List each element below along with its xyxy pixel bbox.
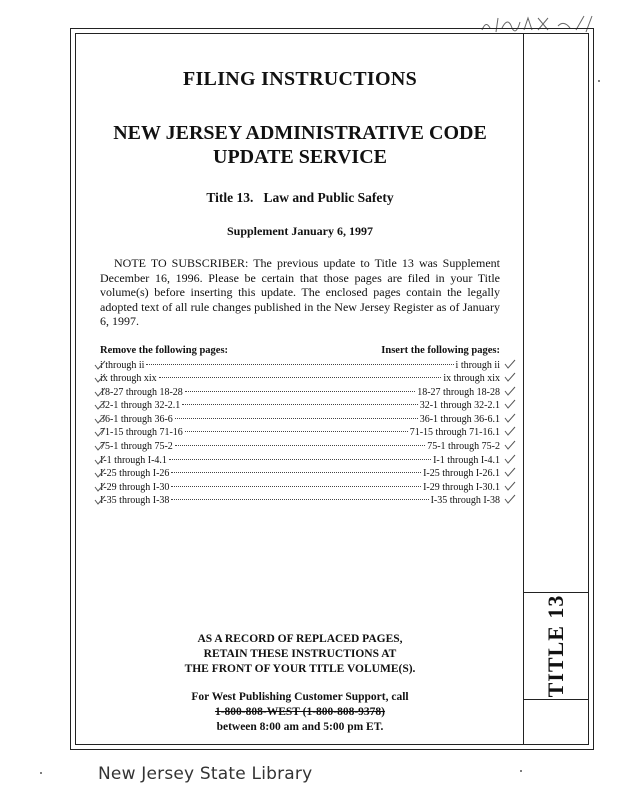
dot-leader [159, 377, 442, 378]
remove-pages: 36-1 through 36-6 [100, 413, 173, 425]
table-row [100, 440, 500, 454]
pencil-check-icon [504, 481, 516, 491]
remove-pages: I-29 through I-30 [100, 481, 170, 493]
side-tab-label: TITLE 13 [543, 594, 568, 698]
dot-leader [175, 445, 425, 446]
dot-leader [185, 391, 415, 392]
dot-leader [182, 404, 417, 405]
insert-pages: 36-1 through 36-6.1 [419, 413, 500, 425]
document-body [100, 68, 500, 508]
pencil-check-icon [94, 495, 106, 505]
note-to-subscriber: NOTE TO SUBSCRIBER: The previous update to Title 13 was Supplement December 16, 1996. Please be certain that those pages are filed in your Title volume(s) before inserting this update. The enclosed pages contain the legally adopted text of all rule changes published in the New Jersey Register as of January 6, 1997. [100, 256, 500, 328]
remove-pages: I-25 through I-26 [100, 468, 170, 480]
pencil-check-icon [94, 468, 106, 478]
filing-table-header [100, 345, 500, 356]
pencil-check-icon [504, 386, 516, 396]
insert-pages: 71-15 through 71-16.1 [409, 427, 500, 439]
filing-table [100, 359, 500, 509]
insert-column-header: Insert the following pages: [381, 344, 500, 356]
dot-leader [185, 431, 408, 432]
table-row [100, 426, 500, 440]
dot-leader [171, 472, 421, 473]
pencil-check-icon [94, 455, 106, 465]
pencil-check-icon [94, 400, 106, 410]
table-row [100, 372, 500, 386]
table-row [100, 481, 500, 495]
pencil-check-icon [504, 467, 516, 477]
support-line: For West Publishing Customer Support, call [191, 691, 409, 703]
remove-pages: I-35 through I-38 [100, 495, 170, 507]
pencil-check-icon [94, 373, 106, 383]
filing-footer [100, 632, 500, 735]
pencil-check-icon [504, 440, 516, 450]
dot-leader [146, 364, 453, 365]
insert-pages: I-25 through I-26.1 [423, 468, 500, 480]
record-line-1: AS A RECORD OF REPLACED PAGES, [197, 633, 403, 645]
pencil-check-icon [94, 360, 106, 370]
remove-column-header: Remove the following pages: [100, 344, 229, 356]
pencil-check-icon [94, 414, 106, 424]
footer-spacer [100, 677, 500, 690]
insert-pages: 18-27 through 18-28 [417, 386, 500, 398]
library-stamp: New Jersey State Library [98, 764, 313, 784]
insert-pages: 32-1 through 32-2.1 [419, 400, 500, 412]
phone-number: 1-800-808-WEST (1-800-808-9378) [214, 706, 386, 718]
pencil-check-icon [504, 426, 516, 436]
remove-pages: 75-1 through 75-2 [100, 441, 173, 453]
dot-leader [169, 459, 431, 460]
record-line-3: THE FRONT OF YOUR TITLE VOLUME(S). [184, 663, 416, 675]
dot-leader [175, 418, 418, 419]
table-row [100, 413, 500, 427]
pencil-check-icon [94, 387, 106, 397]
pencil-check-icon [504, 454, 516, 464]
remove-pages: 71-15 through 71-16 [100, 427, 183, 439]
remove-pages: i through ii [100, 359, 145, 371]
insert-pages: I-35 through I-38 [430, 495, 500, 507]
service-heading-line1: NEW JERSEY ADMINISTRATIVE CODE [113, 122, 487, 144]
dot-leader [171, 486, 421, 487]
scan-speck [40, 772, 42, 774]
pencil-check-icon [504, 372, 516, 382]
table-row [100, 386, 500, 400]
pencil-check-icon [94, 427, 106, 437]
pencil-check-icon [94, 482, 106, 492]
insert-pages: I-1 through I-4.1 [433, 454, 500, 466]
scan-speck [520, 770, 522, 772]
pencil-check-icon [94, 441, 106, 451]
service-heading [100, 121, 500, 169]
record-line-2: RETAIN THESE INSTRUCTIONS AT [203, 648, 397, 660]
document-title: FILING INSTRUCTIONS [182, 68, 418, 90]
table-row [100, 454, 500, 468]
scan-speck [598, 80, 600, 82]
pencil-check-icon [504, 494, 516, 504]
insert-pages: I-29 through I-30.1 [423, 481, 500, 493]
service-heading-line2: UPDATE SERVICE [213, 146, 387, 168]
pencil-check-icon [504, 359, 516, 369]
table-row [100, 494, 500, 508]
insert-pages: i through ii [455, 359, 500, 371]
remove-pages: I-1 through I-4.1 [100, 454, 167, 466]
table-row [100, 359, 500, 373]
table-row [100, 467, 500, 481]
phone-line [100, 705, 500, 720]
hours-line: between 8:00 am and 5:00 pm ET. [216, 721, 384, 733]
dot-leader [171, 499, 428, 500]
supplement-date: Supplement January 6, 1997 [226, 224, 374, 238]
insert-pages: ix through xix [443, 373, 500, 385]
title-heading: Title 13. Law and Public Safety [206, 190, 394, 205]
table-row [100, 399, 500, 413]
remove-pages: ix through xix [100, 373, 157, 385]
insert-pages: 75-1 through 75-2 [427, 441, 500, 453]
remove-pages: 32-1 through 32-2.1 [100, 400, 181, 412]
remove-pages: 18-27 through 18-28 [100, 386, 183, 398]
pencil-check-icon [504, 413, 516, 423]
pencil-check-icon [504, 399, 516, 409]
